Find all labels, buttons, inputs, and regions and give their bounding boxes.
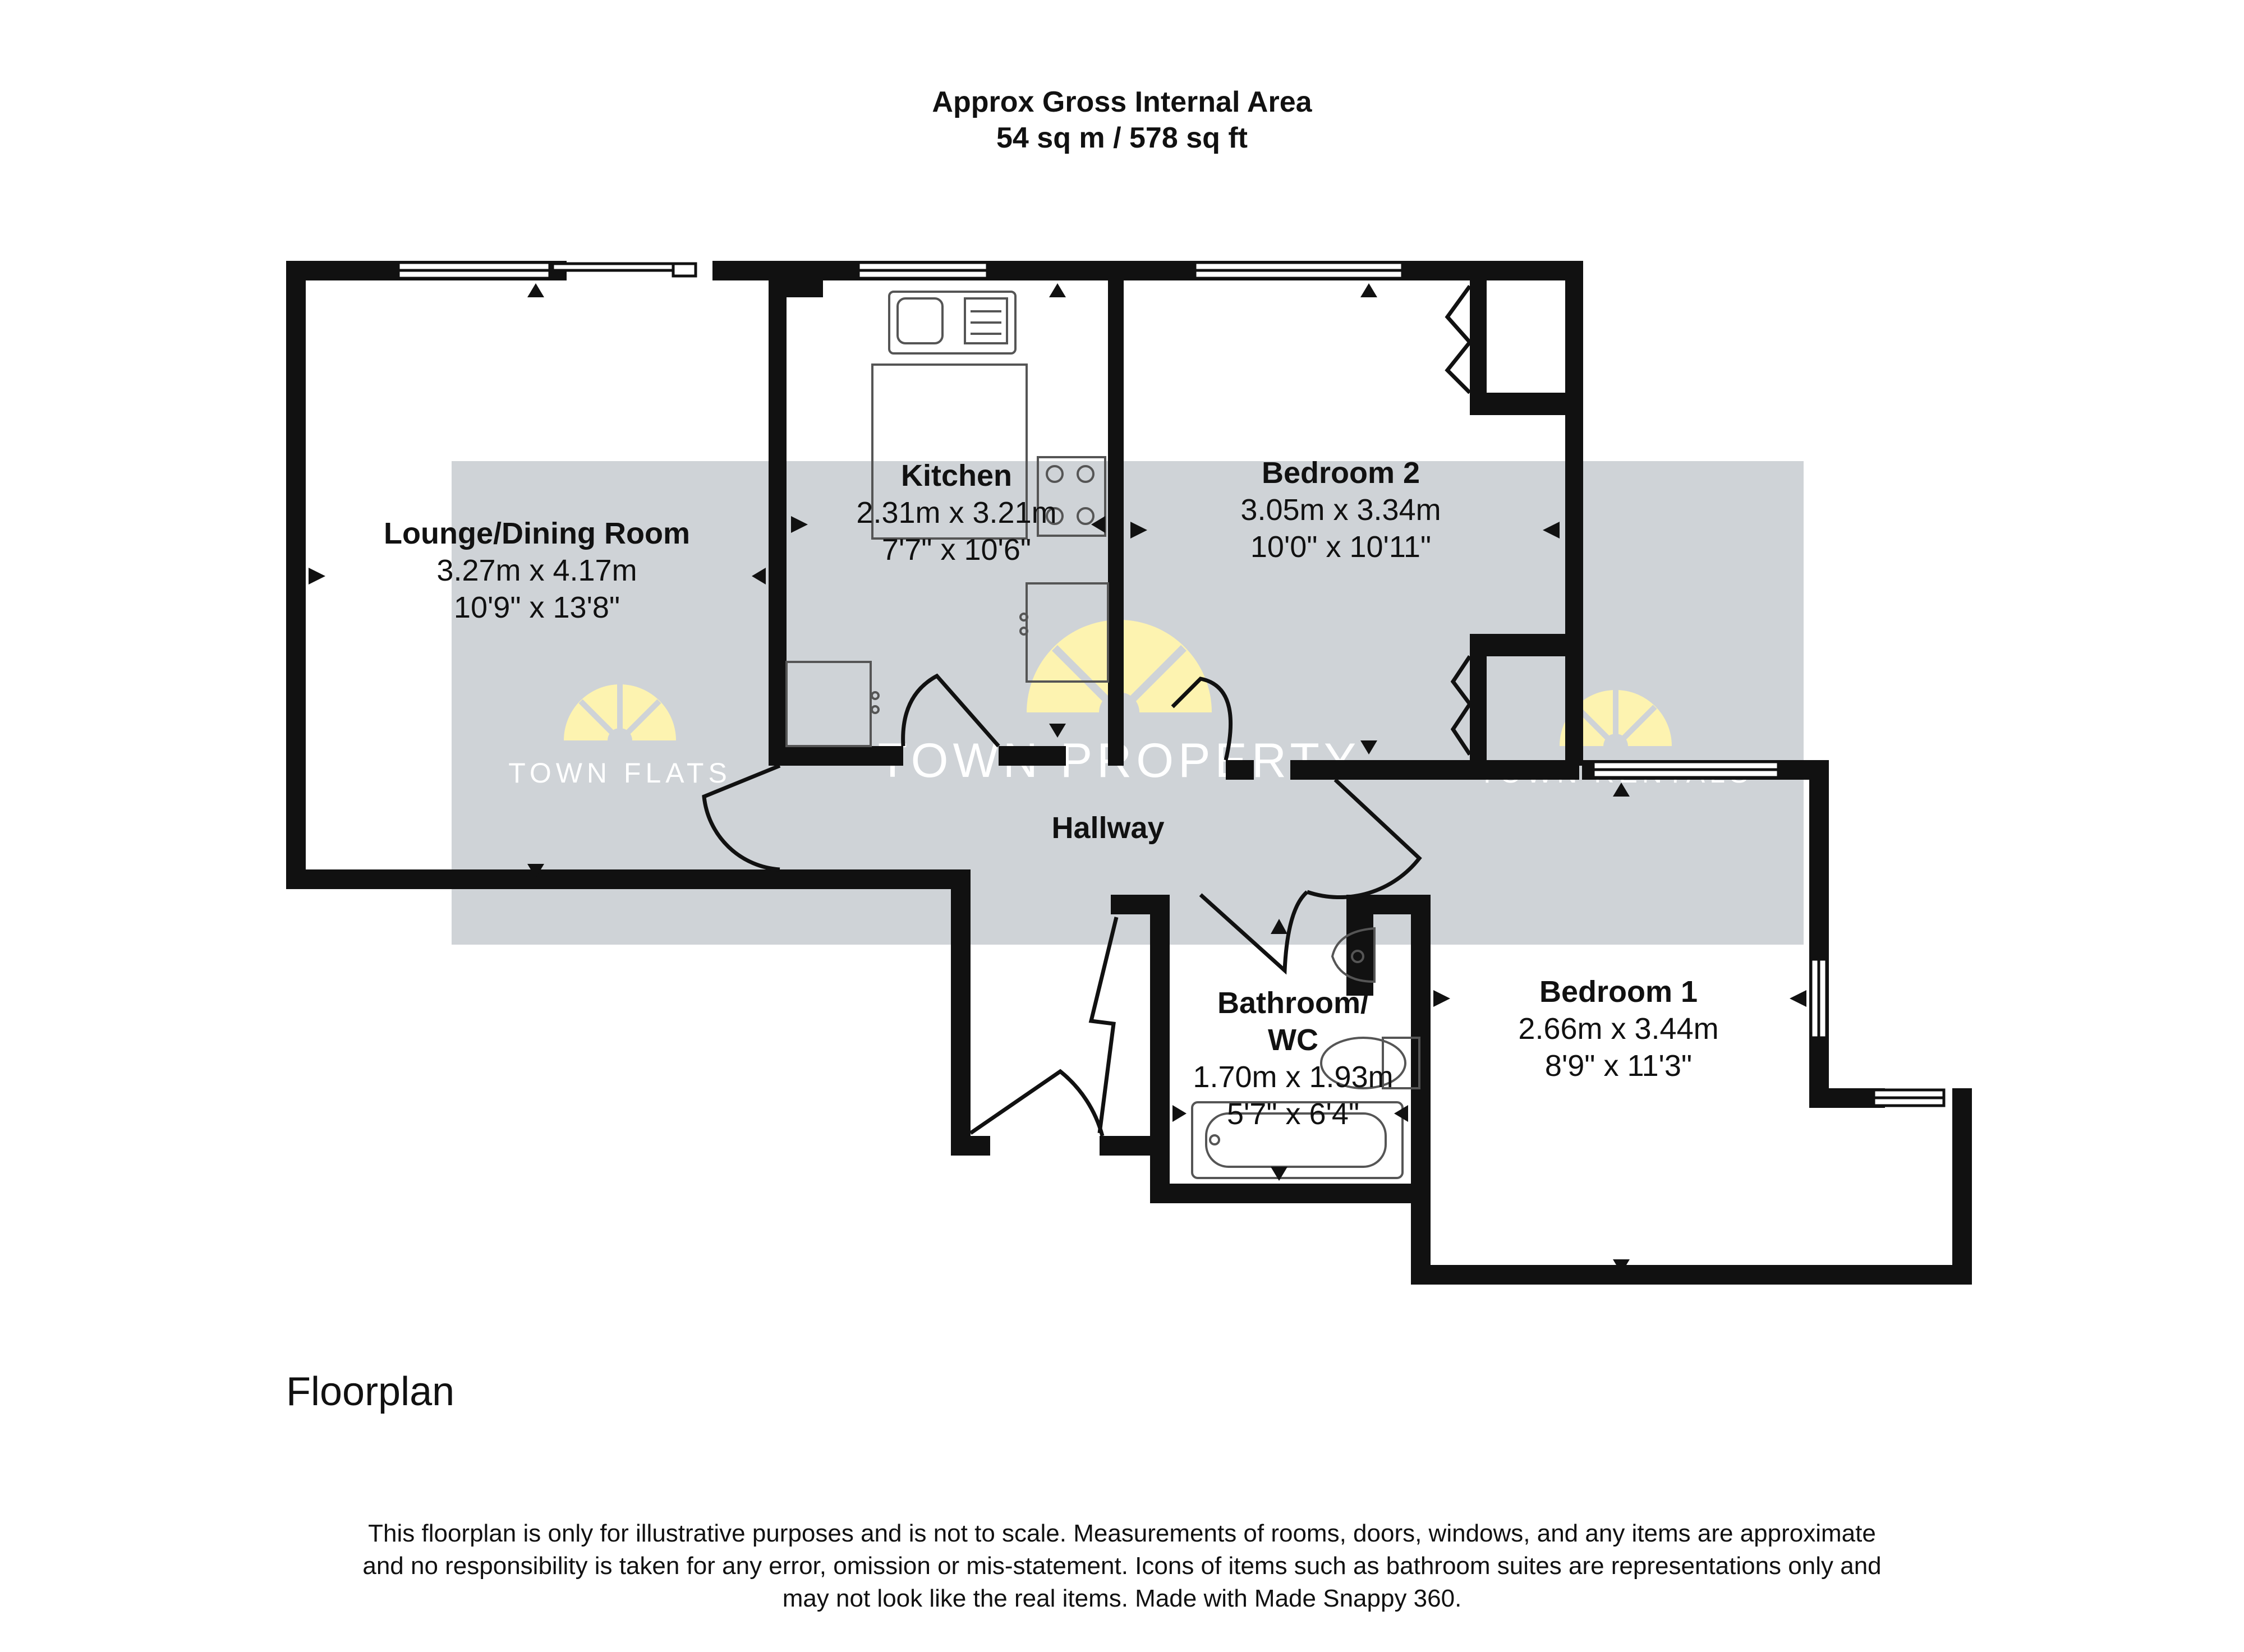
room-hallway-name: Hallway	[1051, 811, 1165, 845]
floorplan-label: Floorplan	[286, 1369, 455, 1414]
watermark-center: TOWN PROPERTY	[877, 734, 1361, 788]
room-kitchen-name: Kitchen	[900, 459, 1013, 493]
room-bedroom-1-name: Bedroom 1	[1539, 975, 1698, 1009]
area-title: Approx Gross Internal Area	[932, 86, 1312, 118]
room-lounge-imperial: 10'9" x 13'8"	[453, 591, 620, 624]
room-lounge-metric: 3.27m x 4.17m	[436, 554, 637, 587]
room-kitchen-imperial: 7'7" x 10'6"	[881, 533, 1032, 567]
disclaimer-line-2: and no responsibility is taken for any error, omission or mis-statement. Icons of items such as bathroom suites are representations only and	[362, 1552, 1882, 1580]
watermark-left: TOWN FLATS	[508, 757, 732, 789]
room-bathroom	[1193, 984, 1393, 1133]
room-bedroom-1-metric: 2.66m x 3.44m	[1518, 1012, 1719, 1046]
room-bedroom-2-name: Bedroom 2	[1261, 456, 1420, 490]
disclaimer	[0, 1517, 2244, 1615]
room-bedroom-1-imperial: 8'9" x 11'3"	[1544, 1049, 1693, 1083]
room-bedroom-1	[1518, 973, 1718, 1084]
area-value: 54 sq m / 578 sq ft	[996, 122, 1248, 154]
room-bedroom-2-imperial: 10'0" x 10'11"	[1250, 530, 1432, 564]
room-bedroom-2	[1240, 454, 1441, 565]
room-bedroom-2-metric: 3.05m x 3.34m	[1240, 493, 1441, 527]
room-kitchen-metric: 2.31m x 3.21m	[856, 496, 1057, 530]
room-bathroom-imperial: 5'7" x 6'4"	[1226, 1097, 1360, 1131]
room-kitchen	[856, 457, 1056, 568]
room-lounge	[384, 515, 690, 626]
room-bathroom-metric: 1.70m x 1.93m	[1193, 1060, 1394, 1094]
room-bathroom-name-1: Bathroom/	[1217, 986, 1369, 1020]
room-bathroom-name-2: WC	[1268, 1023, 1318, 1057]
sliding-door	[553, 264, 696, 276]
room-hallway	[1051, 809, 1164, 846]
room-lounge-name: Lounge/Dining Room	[384, 517, 690, 550]
disclaimer-line-3: may not look like the real items. Made with Made Snappy 360.	[782, 1585, 1462, 1612]
disclaimer-line-1: This floorplan is only for illustrative purposes and is not to scale. Measurements of rooms, doors, windows, and any items are approximate	[368, 1520, 1876, 1547]
